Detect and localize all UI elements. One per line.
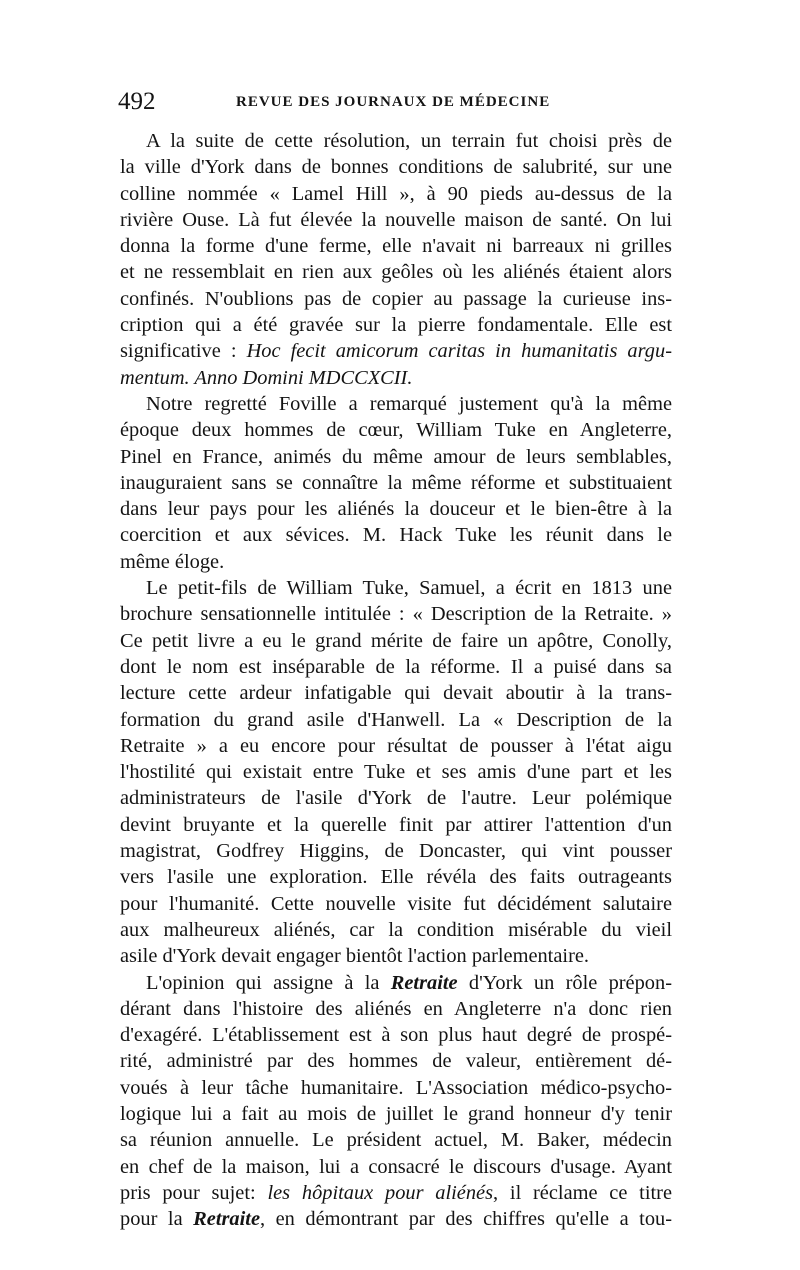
text-run: et ne ressemblait en rien aux geôles où les aliénés étaient alors xyxy=(120,261,672,284)
text-run: inauguraient sans se connaître la même réforme et substituaient xyxy=(120,471,672,494)
text-line xyxy=(120,654,672,680)
text-run: même éloge. xyxy=(120,550,225,573)
emphasized-text: Retraite xyxy=(193,1208,260,1231)
text-line xyxy=(120,943,672,969)
text-line xyxy=(120,154,672,180)
text-run: pour la xyxy=(120,1208,194,1231)
emphasized-text: les hôpitaux pour aliénés xyxy=(267,1181,494,1204)
text-line xyxy=(120,312,672,338)
text-run: logique lui a fait au mois de juillet le grand honneur d'y tenir xyxy=(120,1102,672,1125)
text-line xyxy=(120,233,672,259)
text-run: aux malheureux aliénés, car la condition misérable du vieil xyxy=(120,918,672,941)
text-run: Le petit-fils de William Tuke, Samuel, a écrit en 1813 une xyxy=(146,577,672,600)
text-run: rivière Ouse. Là fut élevée la nouvelle maison de santé. On lui xyxy=(120,208,672,231)
paragraph xyxy=(120,391,672,575)
text-run: donna la forme d'une ferme, elle n'avait ni barreaux ni grilles xyxy=(120,235,672,258)
text-line xyxy=(120,1206,672,1232)
text-line xyxy=(120,864,672,890)
text-run: dérant dans l'histoire des aliénés en Angleterre n'a donc rien xyxy=(120,997,672,1020)
text-line xyxy=(120,417,672,443)
text-line xyxy=(120,707,672,733)
text-line xyxy=(120,522,672,548)
text-line xyxy=(120,1127,672,1153)
text-run: époque deux hommes de cœur, William Tuke en Angleterre, xyxy=(120,419,672,442)
text-run: pris pour sujet: xyxy=(120,1181,268,1204)
text-run: Retraite » a eu encore pour résultat de pousser à l'état aigu xyxy=(120,734,672,757)
text-run: l'hostilité qui existait entre Tuke et ses amis d'une part et les xyxy=(120,761,672,784)
text-run: brochure sensationnelle intitulée : « Description de la Retraite. » xyxy=(120,603,672,626)
text-line xyxy=(120,1101,672,1127)
paragraph xyxy=(120,128,672,391)
text-run: dans leur pays pour les aliénés la douceur et le bien-être à la xyxy=(120,498,672,521)
text-run: confinés. N'oublions pas de copier au passage la curieuse ins- xyxy=(120,287,672,310)
text-line xyxy=(120,996,672,1022)
text-line xyxy=(120,1180,672,1206)
text-line xyxy=(120,338,672,364)
text-line xyxy=(120,575,672,601)
text-run: colline nommée « Lamel Hill », à 90 pieds au-dessus de la xyxy=(120,182,672,205)
text-line xyxy=(120,970,672,996)
text-run: d'York un rôle prépon- xyxy=(457,971,672,994)
page-header xyxy=(118,88,678,120)
paragraph xyxy=(120,575,672,969)
text-run: vers l'asile une exploration. Elle révéla des faits outrageants xyxy=(120,866,672,889)
text-line xyxy=(120,891,672,917)
text-run: significative : xyxy=(120,340,247,363)
text-run: asile d'York devait engager bientôt l'action parlementaire. xyxy=(120,945,590,968)
text-run: , en démontrant par des chiffres qu'elle a tou- xyxy=(260,1208,672,1231)
text-line xyxy=(120,1048,672,1074)
text-line xyxy=(120,444,672,470)
text-run: formation du grand asile d'Hanwell. La « Description de la xyxy=(120,708,672,731)
body-text xyxy=(120,128,672,1232)
text-run: rité, administré par des hommes de valeur, entièrement dé- xyxy=(120,1050,672,1073)
text-run: la ville d'York dans de bonnes conditions de salubrité, sur une xyxy=(120,156,672,179)
text-line xyxy=(120,391,672,417)
text-line xyxy=(120,785,672,811)
text-line xyxy=(120,1022,672,1048)
text-run: Ce petit livre a eu le grand mérite de faire un apôtre, Conolly, xyxy=(120,629,672,652)
text-run: magistrat, Godfrey Higgins, de Doncaster, qui vint pousser xyxy=(120,840,672,863)
text-line xyxy=(120,181,672,207)
text-line xyxy=(120,917,672,943)
text-line xyxy=(120,601,672,627)
text-run: A la suite de cette résolution, un terrain fut choisi près de xyxy=(146,130,672,152)
text-line xyxy=(120,628,672,654)
text-line xyxy=(120,759,672,785)
text-line xyxy=(120,128,672,154)
text-run: d'exagéré. L'établissement est à son plus haut degré de prospé- xyxy=(120,1024,672,1047)
text-line xyxy=(120,812,672,838)
text-run: sa réunion annuelle. Le président actuel, M. Baker, médecin xyxy=(120,1129,672,1152)
text-line xyxy=(120,286,672,312)
text-line xyxy=(120,680,672,706)
text-run: L'opinion qui assigne à la xyxy=(146,971,391,994)
text-run: lecture cette ardeur infatigable qui devait aboutir à la trans- xyxy=(120,682,672,705)
page-number: 492 xyxy=(118,88,156,115)
text-run: Pinel en France, animés du même amour de leurs semblables, xyxy=(120,445,672,468)
text-line xyxy=(120,549,672,575)
text-run: administrateurs de l'asile d'York de l'autre. Leur polémique xyxy=(120,787,672,810)
text-run: devint bruyante et la querelle finit par attirer l'attention d'un xyxy=(120,813,672,836)
text-run: cription qui a été gravée sur la pierre fondamentale. Elle est xyxy=(120,314,672,337)
emphasized-text: Retraite xyxy=(390,971,458,994)
text-run: en chef de la maison, lui a consacré le discours d'usage. Ayant xyxy=(120,1155,672,1178)
text-line xyxy=(120,1075,672,1101)
text-line xyxy=(120,838,672,864)
emphasized-text: mentum. Anno Domini MDCCXCII. xyxy=(120,366,413,389)
text-line xyxy=(120,733,672,759)
emphasized-text: Hoc fecit amicorum caritas in humanitatis argu- xyxy=(246,340,672,363)
text-run: coercition et aux sévices. M. Hack Tuke les réunit dans le xyxy=(120,524,672,547)
text-line xyxy=(120,259,672,285)
text-run: Notre regretté Foville a remarqué justement qu'à la même xyxy=(146,392,672,415)
running-title: REVUE DES JOURNAUX DE MÉDECINE xyxy=(236,94,551,110)
text-run: dont le nom est inséparable de la réforme. Il a puisé dans sa xyxy=(120,655,672,678)
paragraph xyxy=(120,970,672,1233)
text-run: pour l'humanité. Cette nouvelle visite fut décidément salutaire xyxy=(120,892,672,915)
text-run: voués à leur tâche humanitaire. L'Association médico-psycho- xyxy=(120,1076,672,1099)
text-line xyxy=(120,496,672,522)
text-line xyxy=(120,365,672,391)
text-run: , il réclame ce titre xyxy=(493,1181,672,1204)
text-line xyxy=(120,470,672,496)
text-line xyxy=(120,1154,672,1180)
text-line xyxy=(120,207,672,233)
